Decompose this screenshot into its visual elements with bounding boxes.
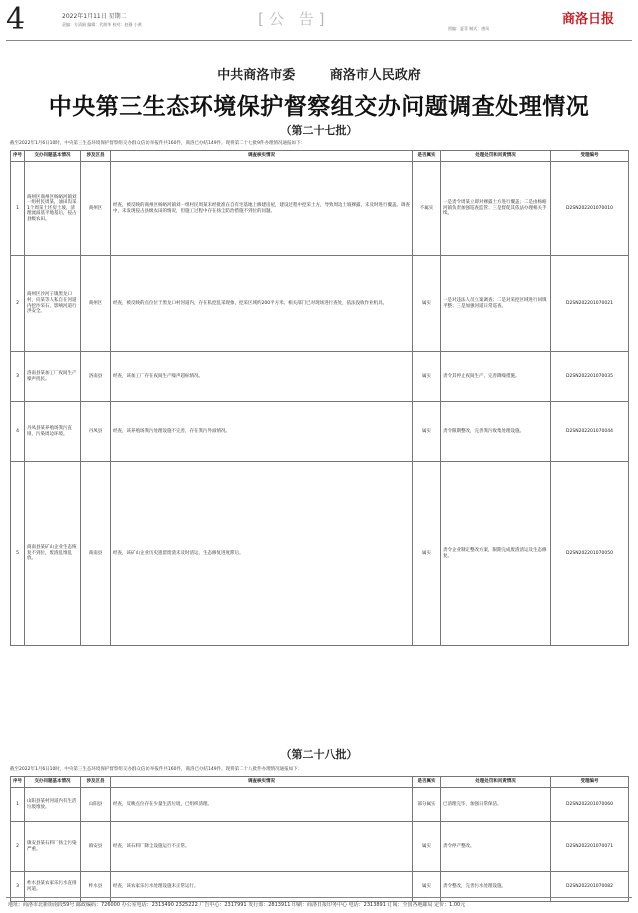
cell-handle: 已清理完毕，加强日常保洁。 <box>441 788 551 822</box>
table-row <box>11 462 629 646</box>
cell-county: 商州区 <box>81 162 111 256</box>
cell-no: 2 <box>11 822 25 872</box>
cell-issue: 商州区沙河子镇黑龙口村，向某等人私自在河道内挖沙采石，影响河道行洪安全。 <box>25 256 81 352</box>
table-header-row <box>11 151 629 162</box>
batch-28-intro: 截至2022年1月6日10时，中央第三生态环境保护督察组交办群众信访举报件共160件，商洛已办结149件。现将第二十八批件办理情况通报如下： <box>10 767 303 772</box>
column-header: 处理处罚和问责情况 <box>441 777 551 788</box>
batch-27-label: （第二十七批） <box>280 124 358 137</box>
cell-real: 属实 <box>413 256 441 352</box>
cell-county: 镇安县 <box>81 822 111 872</box>
cell-no: 1 <box>11 162 25 256</box>
column-header: 涉及区县 <box>81 151 111 162</box>
cell-verify: 经查，被反映的点位位于黑龙口村河道内，存在私挖乱采现象，挖采区域约200平方米。相关部门已对现场进行查处，依法没收作业机具。 <box>111 256 413 352</box>
cell-county: 洛南县 <box>81 352 111 402</box>
cell-no: 2 <box>11 256 25 352</box>
cell-county: 商州区 <box>81 256 111 352</box>
cell-code: D2SN202201070021 <box>551 256 629 352</box>
cell-no: 3 <box>11 352 25 402</box>
footer-info: 地址：商洛市北新街南段59号 邮政编码：726000 办公室电话：2313490 2325222 广告中心：2317991 发行部：2813911 印刷：商洛日报印务中心 电话：2313891 订阅：全国各地邮局 定价：1.00元 <box>8 902 466 908</box>
cell-real: 属实 <box>413 872 441 902</box>
cell-verify: 经查，反映点位存在少量生活垃圾，已组织清理。 <box>111 788 413 822</box>
cell-handle: 责令整改，完善污水处理设施。 <box>441 872 551 902</box>
cell-real: 部分属实 <box>413 788 441 822</box>
cell-verify: 经查，该加工厂存在夜间生产噪声超标情况。 <box>111 352 413 402</box>
cell-issue: 柞水县某农家乐污水直排河道。 <box>25 872 81 902</box>
column-header: 是否属实 <box>413 777 441 788</box>
column-header: 调查核实情况 <box>111 777 413 788</box>
cell-no: 3 <box>11 872 25 902</box>
table-row <box>11 788 629 822</box>
cell-issue: 商州区商州区杨峪河镇刘一组村民周某，油田沟采1个周采土坯房土坡，清理流溢基平地基后，侵占县级农田。 <box>25 162 81 256</box>
cell-code: D2SN202201070010 <box>551 162 629 256</box>
batch-27-table <box>10 150 629 646</box>
column-header: 涉及区县 <box>81 777 111 788</box>
cell-issue: 山阳县某村河道内有生活垃圾堆放。 <box>25 788 81 822</box>
cell-code: D2SN202201070035 <box>551 352 629 402</box>
footer-divider <box>6 897 632 898</box>
headline: 中央第三生态环境保护督察组交办问题调查处理情况 <box>48 94 590 120</box>
header-divider <box>6 40 632 41</box>
column-header: 序号 <box>11 777 25 788</box>
issuers: 中共商洛市委 商洛市人民政府 <box>217 68 421 83</box>
cell-issue: 商南县某矿山企业生态恢复不到位，废渣乱堆乱放。 <box>25 462 81 646</box>
column-header: 调查核实情况 <box>111 151 413 162</box>
cell-handle: 责令企业制定整改方案，限期完成废渣清运及生态修复。 <box>441 462 551 646</box>
editors-line: 责编：方清娟 编辑：代朋华 校对：赵静 小黄 <box>62 22 142 27</box>
cell-code: D2SN202201070071 <box>551 822 629 872</box>
column-header: 处理处罚和问责情况 <box>441 151 551 162</box>
cell-verify: 经查，该养殖场粪污处理设施不完善，存在粪污外溢情况。 <box>111 402 413 462</box>
column-header: 受理编号 <box>551 151 629 162</box>
column-header: 序号 <box>11 151 25 162</box>
cell-real: 属实 <box>413 352 441 402</box>
cell-issue: 丹凤县某养殖场粪污直排，污染周边环境。 <box>25 402 81 462</box>
cell-handle: 一是对违法人员立案调查；二是对采挖区域进行回填平整；三是加强河道日常巡查。 <box>441 256 551 352</box>
cell-verify: 经查，该农家乐污水处理设施未正常运行。 <box>111 872 413 902</box>
table-row <box>11 352 629 402</box>
cell-no: 5 <box>11 462 25 646</box>
cell-county: 商南县 <box>81 462 111 646</box>
cell-verify: 经查，被反映的商州区杨峪河镇刘一组村民周某未经批准在自有宅基地上修建房屋，建设过程中挖采土方，导致周边土坡裸露，未及时进行覆盖。调查中，未发现侵占县级农田的情况，但施工过程中存在扬尘防治措施不到位的问题。 <box>111 162 413 256</box>
cell-code: D2SN202201070082 <box>551 872 629 902</box>
cell-verify: 经查，该石料厂降尘设施运行不正常。 <box>111 822 413 872</box>
table-header-row <box>11 777 629 788</box>
cell-real: 不属实 <box>413 162 441 256</box>
cell-real: 属实 <box>413 462 441 646</box>
editors-line-right: 图编：夏菲 制式：唐凤 <box>448 26 490 31</box>
cell-verify: 经查，该矿山企业历史遗留废渣未及时清运，生态修复进度滞后。 <box>111 462 413 646</box>
cell-real: 属实 <box>413 402 441 462</box>
cell-county: 山阳县 <box>81 788 111 822</box>
column-header: 交办问题基本情况 <box>25 777 81 788</box>
table-row <box>11 162 629 256</box>
cell-code: D2SN202201070060 <box>551 788 629 822</box>
cell-county: 柞水县 <box>81 872 111 902</box>
cell-no: 1 <box>11 788 25 822</box>
cell-issue: 洛南县某加工厂夜间生产噪声扰民。 <box>25 352 81 402</box>
table-row <box>11 402 629 462</box>
cell-county: 丹凤县 <box>81 402 111 462</box>
table-row <box>11 256 629 352</box>
issue-date: 2022年1月11日 星期二 <box>62 13 127 20</box>
page-number: 4 <box>6 2 26 37</box>
newspaper-logo: 商洛日报 <box>562 12 615 27</box>
batch-27-intro: 截至2022年1月6日10时，中央第三生态环境保护督察组交办群众信访举报件共160件，商洛已办结149件。现将第二十七批9件办理情况通报如下： <box>10 141 305 146</box>
table-row <box>11 822 629 872</box>
cell-real: 属实 <box>413 822 441 872</box>
cell-code: D2SN202201070044 <box>551 402 629 462</box>
column-header: 是否属实 <box>413 151 441 162</box>
column-header: 受理编号 <box>551 777 629 788</box>
cell-handle: 责令停产整改。 <box>441 822 551 872</box>
batch-28-label: （第二十八批） <box>280 748 358 761</box>
cell-handle: 责令其停止夜间生产，完善降噪措施。 <box>441 352 551 402</box>
cell-handle: 一是责令周某立即对裸露土方进行覆盖；二是由杨峪河镇负责加强巡查监管；三是督促其依法办理相关手续。 <box>441 162 551 256</box>
section-title: [公 告] <box>258 10 330 28</box>
cell-code: D2SN202201070050 <box>551 462 629 646</box>
cell-issue: 镇安县某石料厂扬尘污染严重。 <box>25 822 81 872</box>
cell-no: 4 <box>11 402 25 462</box>
batch-28-table <box>10 776 629 902</box>
column-header: 交办问题基本情况 <box>25 151 81 162</box>
page-header <box>0 0 638 42</box>
cell-handle: 责令限期整改，完善粪污收集处理设施。 <box>441 402 551 462</box>
